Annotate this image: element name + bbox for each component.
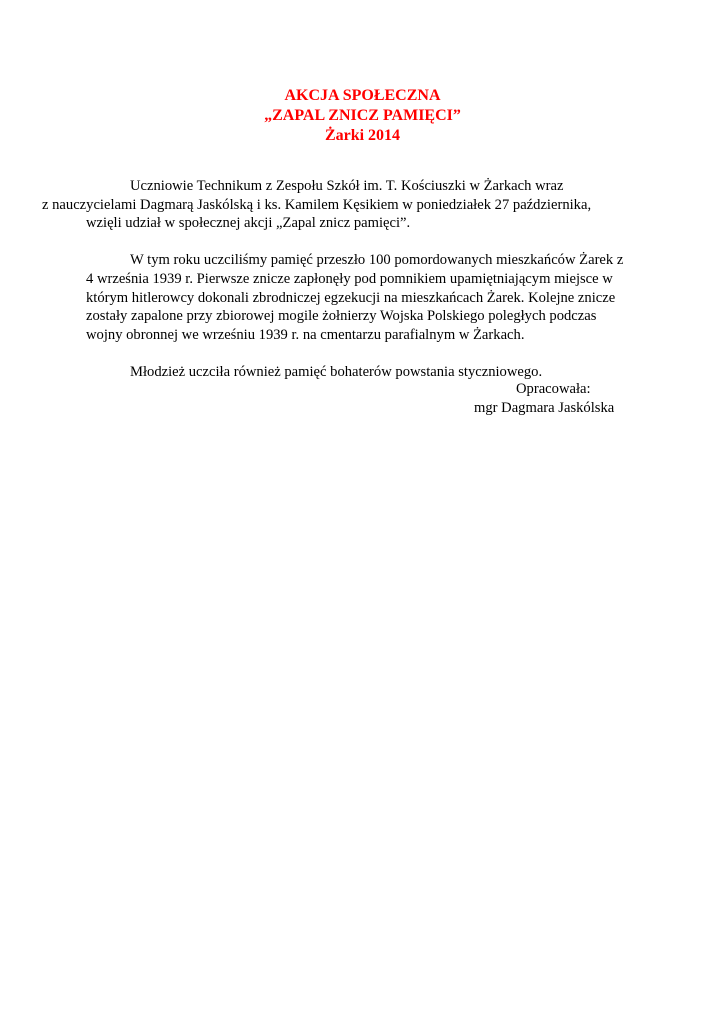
document-title (0, 86, 725, 146)
paragraph-line: wojny obronnej we wrześniu 1939 r. na cmentarzu parafialnym w Żarkach. (86, 326, 525, 343)
paragraph-line: Młodzież uczciła również pamięć bohaterów powstania styczniowego. (130, 363, 543, 380)
paragraph-line: wzięli udział w społecznej akcji „Zapal znicz pamięci”. (86, 215, 411, 232)
paragraph-line: 4 września 1939 r. Pierwsze znicze zapłonęły pod pomnikiem upamiętniającym miejsce w (86, 270, 613, 287)
title-line-2: „ZAPAL ZNICZ PAMIĘCI” (264, 107, 461, 124)
title-line-3: Żarki 2014 (324, 127, 401, 144)
paragraph-line: którym hitlerowcy dokonali zbrodniczej egzekucji na mieszkańcach Żarek. Kolejne znicze (86, 289, 616, 306)
title-line-1: AKCJA SPOŁECZNA (284, 87, 441, 104)
paragraph-1 (42, 177, 646, 233)
signature-block (420, 380, 640, 418)
signature-name: mgr Dagmara Jaskólska (474, 400, 615, 416)
paragraph-line: z nauczycielami Dagmarą Jaskólską i ks. Kamilem Kęsikiem w poniedziałek 27 października, (42, 196, 592, 213)
paragraph-line: Uczniowie Technikum z Zespołu Szkół im. T. Kościuszki w Żarkach wraz (130, 178, 564, 194)
paragraph-2 (86, 251, 646, 344)
document-body (42, 177, 646, 400)
paragraph-line: W tym roku uczciliśmy pamięć przeszło 100 pomordowanych mieszkańców Żarek z (130, 252, 624, 269)
signature-label: Opracowała: (516, 381, 591, 397)
paragraph-3 (86, 363, 646, 382)
paragraph-line: zostały zapalone przy zbiorowej mogile żołnierzy Wojska Polskiego poległych podczas (86, 308, 597, 325)
